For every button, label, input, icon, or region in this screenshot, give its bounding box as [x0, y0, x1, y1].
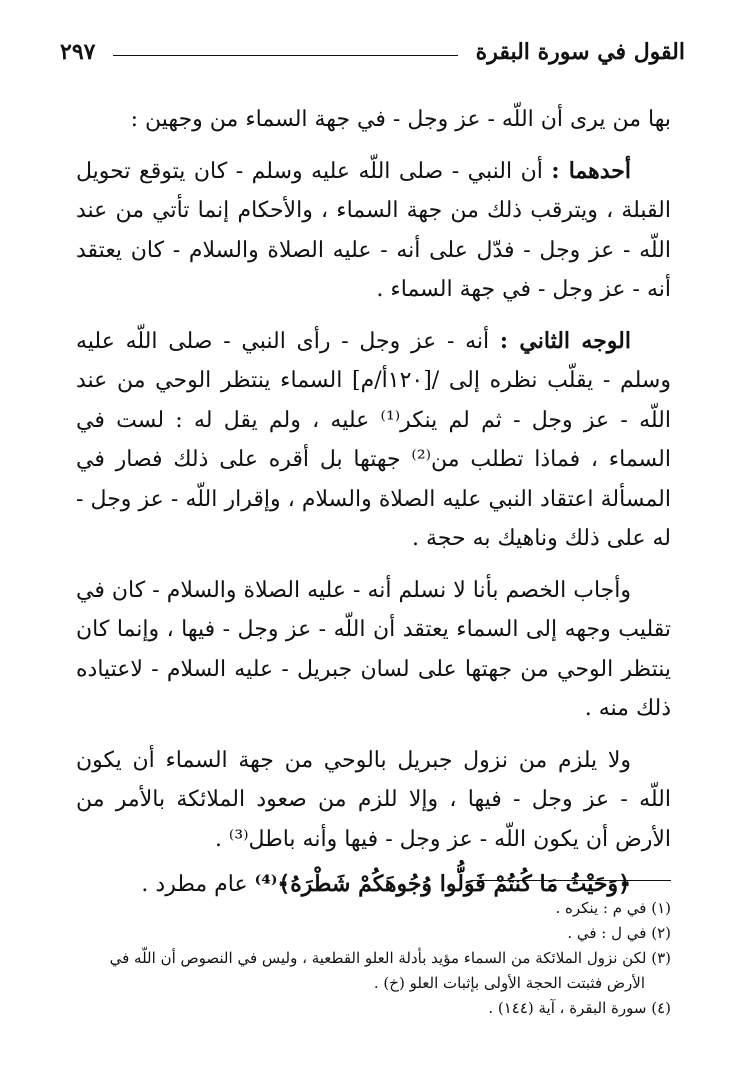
- paragraph-objection: وأجاب الخصم بأنا لا نسلم أنه - عليه الصلاة والسلام - كان في تقليب وجهه إلى السماء يعتقد أن اللّه - عز وجل - فيها ، وإنما كان ينتظر الوحي من جهتها على لسان جبريل - عليه السلام - لاعتياده ذلك منه .: [76, 577, 671, 721]
- first-aspect-text: أن النبي - صلى اللّه عليه وسلم - كان يتوقع تحويل القبلة ، ويترقب ذلك من جهة السماء ، والأحكام إنما تأتي من عند اللّه - عز وجل - فدّل على أنه - عليه الصلاة والسلام - كان يعتقد أنه - عز وجل - في جهة السماء .: [76, 158, 671, 302]
- running-title: القول في سورة البقرة: [475, 39, 685, 65]
- paragraph-second-aspect: [76, 322, 671, 559]
- quran-verse: ﴿وَحَيْثُ مَا كُنتُمْ فَوَلُّوا وُجُوهَكُمْ شَطْرَهُ﴾⁽⁴⁾: [254, 871, 631, 897]
- footnote-4: (٤) سورة البقرة ، آية (١٤٤) .: [488, 999, 671, 1017]
- footnote-3: (٣) لكن نزول الملائكة من السماء مؤيد بأدلة العلو القطعية ، وليس في النصوص أن اللّه في: [109, 949, 671, 967]
- second-aspect-heading: الوجه الثاني :: [499, 327, 631, 354]
- footnote-separator: [471, 880, 671, 881]
- paragraph-intro: بها من يرى أن اللّه - عز وجل - في جهة السماء من وجهين :: [130, 107, 671, 132]
- header-rule: [113, 55, 457, 56]
- quran-tail: عام مطرد .: [141, 872, 255, 897]
- footnotes: [70, 896, 671, 1021]
- paragraph-reply: ولا يلزم من نزول جبريل بالوحي من جهة السماء أن يكون اللّه - عز وجل - فيها ، وإلا للزم من صعود الملائكة بالأمر من الأرض أن يكون اللّه - عز وجل - فيها وأنه باطل⁽³⁾ .: [76, 747, 671, 852]
- paragraph-first-aspect: [76, 152, 671, 310]
- footnote-3-continuation: الأرض فثبتت الحجة الأولى بإثبات العلو (خ) .: [373, 974, 645, 992]
- main-text: [76, 100, 671, 905]
- footnote-1: (١) في م : ينكره .: [555, 899, 671, 917]
- footnote-2: (٢) في ل : في .: [567, 924, 671, 942]
- second-aspect-text: أنه - عز وجل - رأى النبي - صلى اللّه عليه وسلم - يقلّب نظره إلى /[١٢٠أ/م] السماء ينتظر الوحي من عند اللّه - عز وجل - ثم لم ينكر⁽¹⁾ عليه ، ولم يقل له : لست في السماء ، فماذا تطلب من⁽²⁾ جهتها بل أقره على ذلك فصار في المسألة اعتقاد النبي عليه الصلاة والسلام ، وإقرار اللّه - عز وجل - له على ذلك وناهيك به حجة .: [76, 328, 671, 551]
- page-header: [60, 32, 685, 72]
- page-number: ٢٩٧: [60, 39, 96, 65]
- first-aspect-heading: أحدهما :: [551, 157, 631, 184]
